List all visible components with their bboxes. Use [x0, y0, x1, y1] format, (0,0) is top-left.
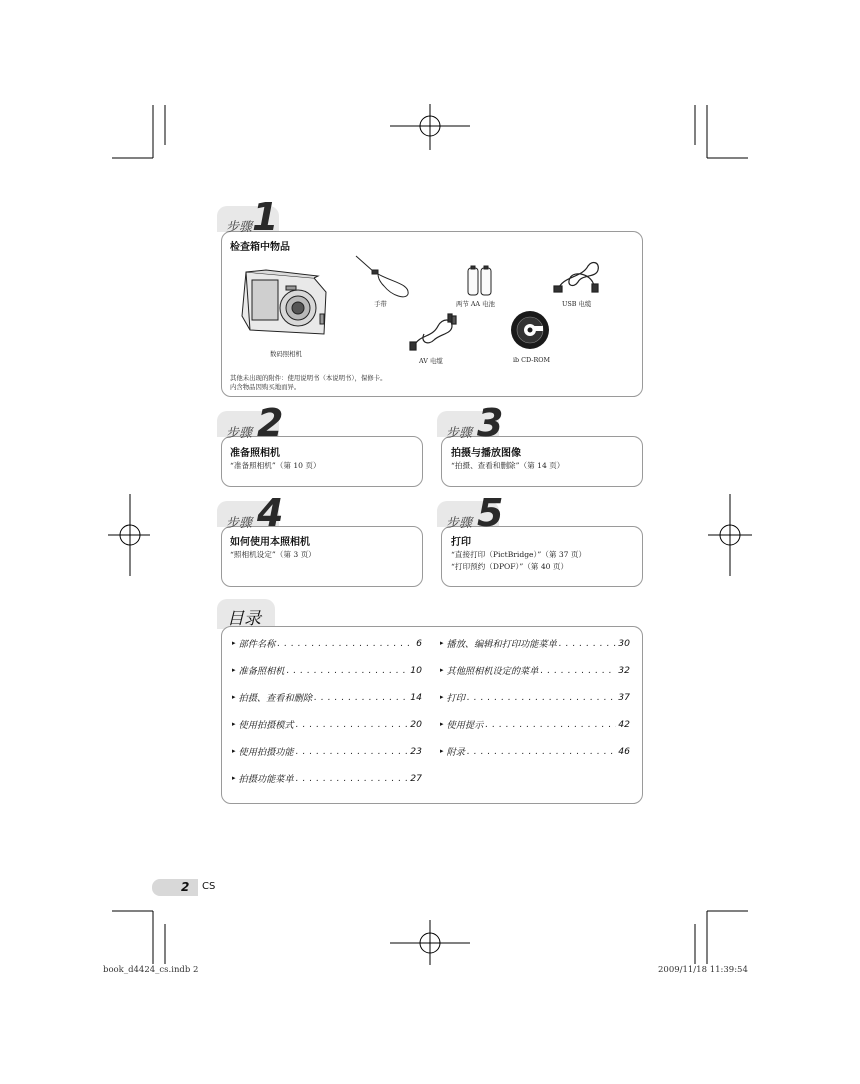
step1-note-line1: 其他未出现的附件：使用说明书（本说明书），保修卡。 — [230, 374, 387, 382]
av-caption: AV 电缆 — [419, 357, 443, 365]
toc-item-playback-menu[interactable]: ▸ 播放、编辑和打印功能菜单 . . . 30 — [440, 636, 630, 650]
step3-title: 拍摄与播放图像 — [451, 448, 521, 459]
step4-ref: “照相机设定”（第 3 页） — [230, 550, 316, 559]
step2-word: 步骤 — [226, 426, 253, 441]
chevron-right-icon: ▸ — [440, 639, 444, 647]
step3-number: 3 — [477, 401, 504, 445]
usb-caption: USB 电缆 — [562, 300, 592, 308]
toc-item-appendix[interactable]: ▸ 附录 . . . 46 — [440, 744, 630, 758]
chevron-right-icon: ▸ — [232, 639, 236, 647]
step2-number: 2 — [257, 401, 284, 445]
step5-title: 打印 — [451, 537, 471, 548]
page-number-badge — [152, 879, 198, 896]
chevron-right-icon: ▸ — [232, 747, 236, 755]
chevron-right-icon: ▸ — [440, 666, 444, 674]
step5-number: 5 — [477, 491, 504, 535]
chevron-right-icon: ▸ — [440, 720, 444, 728]
page-number: 2 — [181, 880, 190, 894]
batteries-illustration — [466, 265, 494, 297]
step5-word: 步骤 — [446, 516, 473, 531]
chevron-right-icon: ▸ — [232, 774, 236, 782]
step4-word: 步骤 — [226, 516, 253, 531]
step3-ref: “拍摄、查看和删除”（第 14 页） — [451, 461, 565, 470]
toc-title: 目录 — [227, 609, 261, 629]
slug-timestamp: 2009/11/18 11:39:54 — [658, 965, 748, 975]
usb-cable-illustration — [552, 256, 604, 294]
batteries-caption: 两节 AA 电池 — [456, 300, 495, 308]
toc-item-tips[interactable]: ▸ 使用提示 . . . 42 — [440, 717, 630, 731]
toc-item-prepare[interactable]: ▸ 准备照相机 . . . 10 — [232, 663, 422, 677]
strap-caption: 手带 — [374, 300, 387, 308]
strap-illustration — [352, 252, 414, 298]
toc-item-functions[interactable]: ▸ 使用拍摄功能 . . . 23 — [232, 744, 422, 758]
chevron-right-icon: ▸ — [232, 720, 236, 728]
chevron-right-icon: ▸ — [232, 693, 236, 701]
slug-filename: book_d4424_cs.indb 2 — [103, 965, 199, 975]
camera-caption: 数码照相机 — [270, 350, 302, 358]
step4-number: 4 — [257, 491, 284, 535]
toc-item-shooting[interactable]: ▸ 拍摄、查看和删除 . . . 14 — [232, 690, 422, 704]
toc-item-shoot-menu[interactable]: ▸ 拍摄功能菜单 . . . 27 — [232, 771, 422, 785]
step1-title: 检查箱中物品 — [230, 242, 290, 253]
toc-item-parts[interactable]: ▸ 部件名称 . . . 6 — [232, 636, 422, 650]
step1-number: 1 — [252, 195, 279, 239]
step5-ref1: “直接打印（PictBridge）”（第 37 页） — [451, 550, 587, 559]
step2-ref: “准备照相机”（第 10 页） — [230, 461, 321, 470]
cdrom-caption: ib CD-ROM — [513, 356, 551, 364]
toc-item-modes[interactable]: ▸ 使用拍摄模式 . . . 20 — [232, 717, 422, 731]
toc-item-print[interactable]: ▸ 打印 . . . 37 — [440, 690, 630, 704]
language-code: CS — [202, 881, 216, 892]
toc-item-settings-menu[interactable]: ▸ 其他照相机设定的菜单 . . . 32 — [440, 663, 630, 677]
cdrom-illustration — [510, 310, 550, 350]
camera-illustration — [236, 264, 332, 344]
step3-word: 步骤 — [446, 426, 473, 441]
av-cable-illustration — [408, 312, 458, 352]
step1-word: 步骤 — [226, 220, 253, 235]
step5-ref2: “打印预约（DPOF）”（第 40 页） — [451, 562, 569, 571]
chevron-right-icon: ▸ — [232, 666, 236, 674]
chevron-right-icon: ▸ — [440, 693, 444, 701]
chevron-right-icon: ▸ — [440, 747, 444, 755]
step1-note-line2: 内含物品因购买地而异。 — [230, 383, 301, 391]
step4-title: 如何使用本照相机 — [230, 537, 310, 548]
step2-title: 准备照相机 — [230, 448, 280, 459]
